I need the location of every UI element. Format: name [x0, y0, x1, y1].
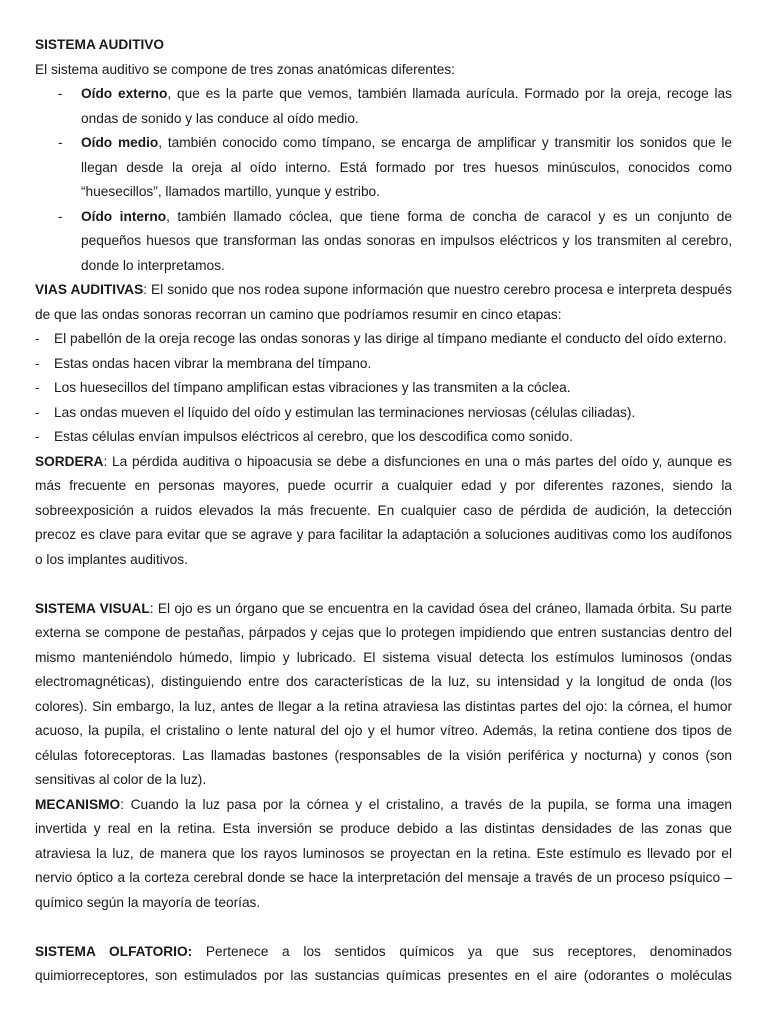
oido-medio-text: , también conocido como tímpano, se encarga de amplificar y transmitir los sonidos que le llegan desde la oreja al oído interno. Está formado por tres huesos minúsculos, conocidos como “huesecillos”, llamados martillo, yunque y estribo. [81, 135, 732, 199]
olfatorio-text: Pertenece a los sentidos químicos ya que sus receptores, denominados quimiorreceptores, son estimulados por las sustancias químicas presentes en el aire (odorantes o moléculas [35, 943, 732, 983]
sordera-text: : La pérdida auditiva o hipoacusia se debe a disfunciones en una o más partes del oído y, aunque es más frecuente en personas mayores, puede ocurrir a cualquier edad y por diferentes razones, siendo la sobreexposición a ruidos elevados la más frecuente. En cualquier caso de pérdida de audición, la detección precoz es clave para evitar que se agrave y para facilitar la adaptación a soluciones auditivas como los audífonos o los implantes auditivos. [35, 453, 732, 567]
list-dash: - [58, 208, 63, 224]
list-item [35, 205, 732, 279]
list-dash: - [35, 380, 40, 395]
vias-auditivas-paragraph [35, 278, 732, 327]
list-dash: - [58, 86, 63, 101]
paragraph-spacer [35, 572, 732, 597]
term-oido-interno: Oído interno [81, 208, 167, 224]
visual-text: : El ojo es un órgano que se encuentra en la cavidad ósea del cráneo, llamada órbita. Su parte externa se compone de pestañas, párpados y cejas que lo protegen impidiendo que entren sustancias dentro del mismo manteniéndolo húmedo, limpio y lubricado. El sistema visual detecta los estímulos luminosos (ondas electromagnéticas), distinguiendo entre dos características de la luz, su intensidad y la longitud de onda (los colores). Sin embargo, la luz, antes de llegar a la retina atraviesa las distintas partes del ojo: la córnea, el humor acuoso, la pupila, el cristalino o lente natural del ojo y el humor vítreo. Además, la retina contiene dos tipos de células fotoreceptoras. Las llamadas bastones (responsables de la visión periférica y nocturna) y conos (son sensitivas al color de la luz). [35, 600, 732, 787]
step-text: Estas células envían impulsos eléctricos al cerebro, que los descodifica como sonido. [54, 429, 573, 444]
list-item [35, 327, 732, 352]
visual-paragraph [35, 597, 732, 793]
ear-parts-list [35, 82, 732, 278]
auditivo-intro: El sistema auditivo se compone de tres zonas anatómicas diferentes: [35, 61, 455, 77]
mecanismo-label: MECANISMO [35, 796, 121, 812]
olfatorio-paragraph [35, 940, 732, 989]
step-text: Estas ondas hacen vibrar la membrana del tímpano. [54, 355, 372, 371]
list-dash: - [35, 404, 40, 420]
visual-label: SISTEMA VISUAL [35, 600, 150, 616]
section-title-auditivo: SISTEMA AUDITIVO [35, 37, 165, 52]
hearing-steps-list [35, 327, 732, 450]
step-text: Las ondas mueven el líquido del oído y estimulan las terminaciones nerviosas (células ciliadas). [54, 404, 636, 420]
sordera-label: SORDERA [35, 453, 104, 469]
oido-interno-text: , también llamado cóclea, que tiene forma de concha de caracol y es un conjunto de pequeños huesos que transforman las ondas sonoras en impulsos eléctricos y los transmiten al cerebro, donde lo interpretamos. [81, 208, 733, 273]
mecanismo-paragraph [35, 793, 732, 916]
step-text: Los huesecillos del tímpano amplifican estas vibraciones y las transmiten a la cóclea. [54, 380, 571, 395]
list-item [35, 425, 732, 450]
oido-externo-text: , que es la parte que vemos, también llamada aurícula. Formado por la oreja, recoge las ondas de sonido y las conduce al oído medio. [81, 86, 732, 126]
olfatorio-label: SISTEMA OLFATORIO: [35, 943, 193, 959]
list-item [35, 82, 732, 131]
sordera-paragraph [35, 450, 732, 573]
list-item [35, 352, 732, 377]
list-item [35, 376, 732, 401]
paragraph-spacer [35, 915, 732, 940]
list-dash: - [35, 429, 40, 444]
mecanismo-text: : Cuando la luz pasa por la córnea y el cristalino, a través de la pupila, se forma una imagen invertida y real en la retina. Esta inversión se produce debido a las distintas densidades de las zonas que atraviesa la luz, de manera que los rayos luminosos se proyectan en la retina. Este estímulo es llevado por el nervio óptico a la corteza cerebral donde se hace la interpretación del mensaje a través de un proceso psíquico – químico según la mayoría de teorías. [35, 796, 732, 910]
document-page [35, 33, 732, 989]
term-oido-externo: Oído externo [81, 86, 168, 101]
vias-auditivas-text: : El sonido que nos rodea supone información que nuestro cerebro procesa e interpreta después de que las ondas sonoras recorran un camino que podríamos resumir en cinco etapas: [35, 282, 732, 322]
list-dash: - [35, 331, 40, 346]
term-oido-medio: Oído medio [81, 135, 159, 150]
list-dash: - [35, 355, 40, 371]
list-dash: - [58, 135, 63, 150]
vias-auditivas-label: VIAS AUDITIVAS [35, 282, 144, 297]
step-text: El pabellón de la oreja recoge las ondas sonoras y las dirige al tímpano mediante el conducto del oído externo. [54, 331, 727, 346]
list-item [35, 131, 732, 205]
list-item [35, 401, 732, 426]
